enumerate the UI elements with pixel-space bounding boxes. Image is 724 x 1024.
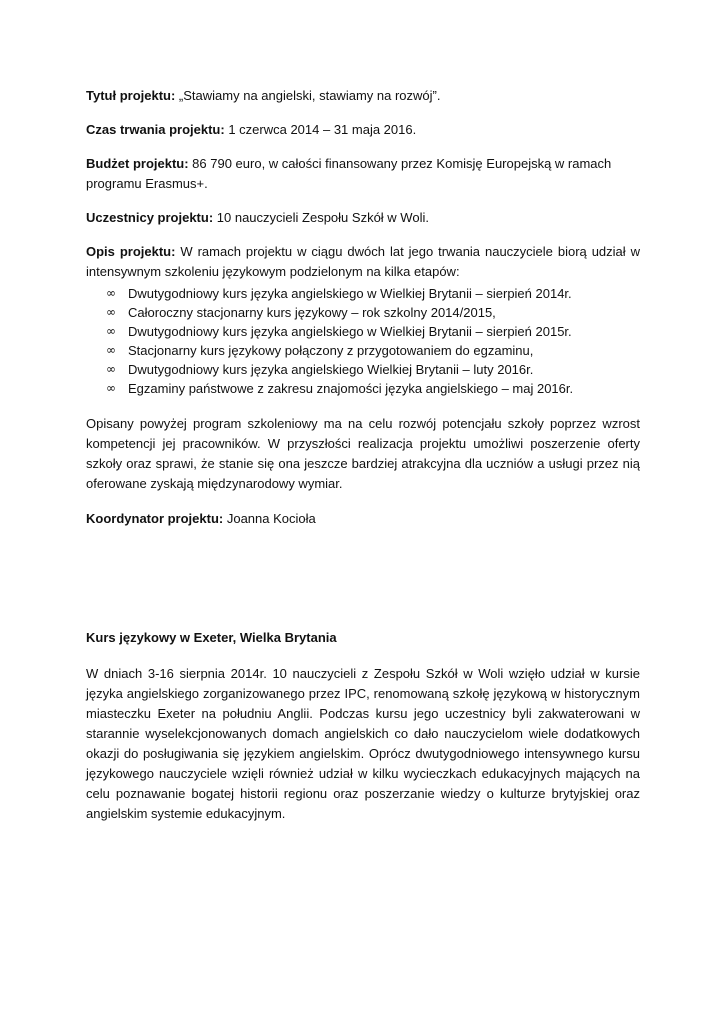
document-content — [86, 86, 640, 824]
list-item — [86, 360, 640, 379]
stage-text: Dwutygodniowy kurs języka angielskiego w Wielkiej Brytanii – sierpień 2014r. — [128, 286, 572, 301]
list-item — [86, 341, 640, 360]
project-coordinator-label: Koordynator projektu: — [86, 511, 224, 526]
project-summary: Opisany powyżej program szkoleniowy ma na celu rozwój potencjału szkoły poprzez wzrost kompetencji jej pracowników. W przyszłości realizacja projektu umożliwi poszerzenie oferty szkoły oraz sprawi, że stanie się ona jeszcze bardziej atrakcyjna dla uczniów a usługi przez nią oferowane zyskają międzynarodowy wymiar. — [86, 416, 640, 491]
project-coordinator-value: Joanna Kocioła — [223, 511, 316, 526]
infinity-bullet-icon: ∞ — [106, 362, 116, 376]
infinity-bullet-icon: ∞ — [106, 286, 116, 300]
infinity-bullet-icon: ∞ — [106, 305, 116, 319]
project-budget-label: Budżet projektu: — [86, 156, 189, 171]
project-description-label: Opis projektu: — [86, 244, 176, 259]
stage-text: Stacjonarny kurs językowy połączony z przygotowaniem do egzaminu, — [128, 343, 534, 358]
project-stages-list — [86, 284, 640, 398]
course-heading: Kurs językowy w Exeter, Wielka Brytania — [86, 630, 337, 645]
section-spacer — [86, 543, 640, 628]
project-description-value: W ramach projektu w ciągu dwóch lat jego trwania nauczyciele biorą udział w intensywnym szkoleniu językowym podzielonym na kilka etapów: — [86, 244, 640, 279]
project-duration-value: 1 czerwca 2014 – 31 maja 2016. — [224, 122, 417, 137]
project-duration-label: Czas trwania projektu: — [86, 122, 225, 137]
project-title-label: Tytuł projektu: — [86, 88, 176, 103]
stage-text: Egzaminy państwowe z zakresu znajomości języka angielskiego – maj 2016r. — [128, 381, 574, 396]
stage-text: Całoroczny stacjonarny kurs językowy – rok szkolny 2014/2015, — [128, 305, 496, 320]
infinity-bullet-icon: ∞ — [106, 343, 116, 357]
project-participants-value: 10 nauczycieli Zespołu Szkół w Woli. — [213, 210, 429, 225]
list-item — [86, 322, 640, 341]
project-title-line — [86, 86, 640, 106]
stage-text: Dwutygodniowy kurs języka angielskiego w Wielkiej Brytanii – sierpień 2015r. — [128, 324, 572, 339]
project-title-value: „Stawiamy na angielski, stawiamy na rozwój”. — [175, 88, 441, 103]
infinity-bullet-icon: ∞ — [106, 381, 116, 395]
project-duration-line — [86, 120, 640, 140]
list-item — [86, 379, 640, 398]
project-budget-value: 86 790 euro, w całości finansowany przez Komisję Europejską w ramach programu Erasmus+. — [86, 156, 612, 191]
project-budget-line — [86, 154, 640, 194]
stage-text: Dwutygodniowy kurs języka angielskiego Wielkiej Brytanii – luty 2016r. — [128, 362, 534, 377]
course-body: W dniach 3-16 sierpnia 2014r. 10 nauczycieli z Zespołu Szkół w Woli wzięło udział w kursie języka angielskiego zorganizowanego przez IPC, renomowaną szkołę językową w historycznym miasteczku Exeter na południu Anglii. Podczas kursu jego uczestnicy byli zakwaterowani w starannie wyselekcjonowanych domach angielskich co dało nauczycielom wiele dodatkowych okazji do posługiwania się językiem angielskim. Oprócz dwutygodniowego intensywnego kursu językowego nauczyciele wzięli również udział w kilku wycieczkach edukacyjnych mających na celu poznawanie bogatej historii regionu oraz poszerzanie wiedzy o kulturze brytyjskiej oraz angielskim systemie edukacyjnym. — [86, 666, 640, 821]
list-item — [86, 284, 640, 303]
infinity-bullet-icon: ∞ — [106, 324, 116, 338]
project-coordinator-line — [86, 509, 640, 529]
project-participants-label: Uczestnicy projektu: — [86, 210, 214, 225]
project-description — [86, 242, 640, 282]
list-item — [86, 303, 640, 322]
project-participants-line — [86, 208, 640, 228]
